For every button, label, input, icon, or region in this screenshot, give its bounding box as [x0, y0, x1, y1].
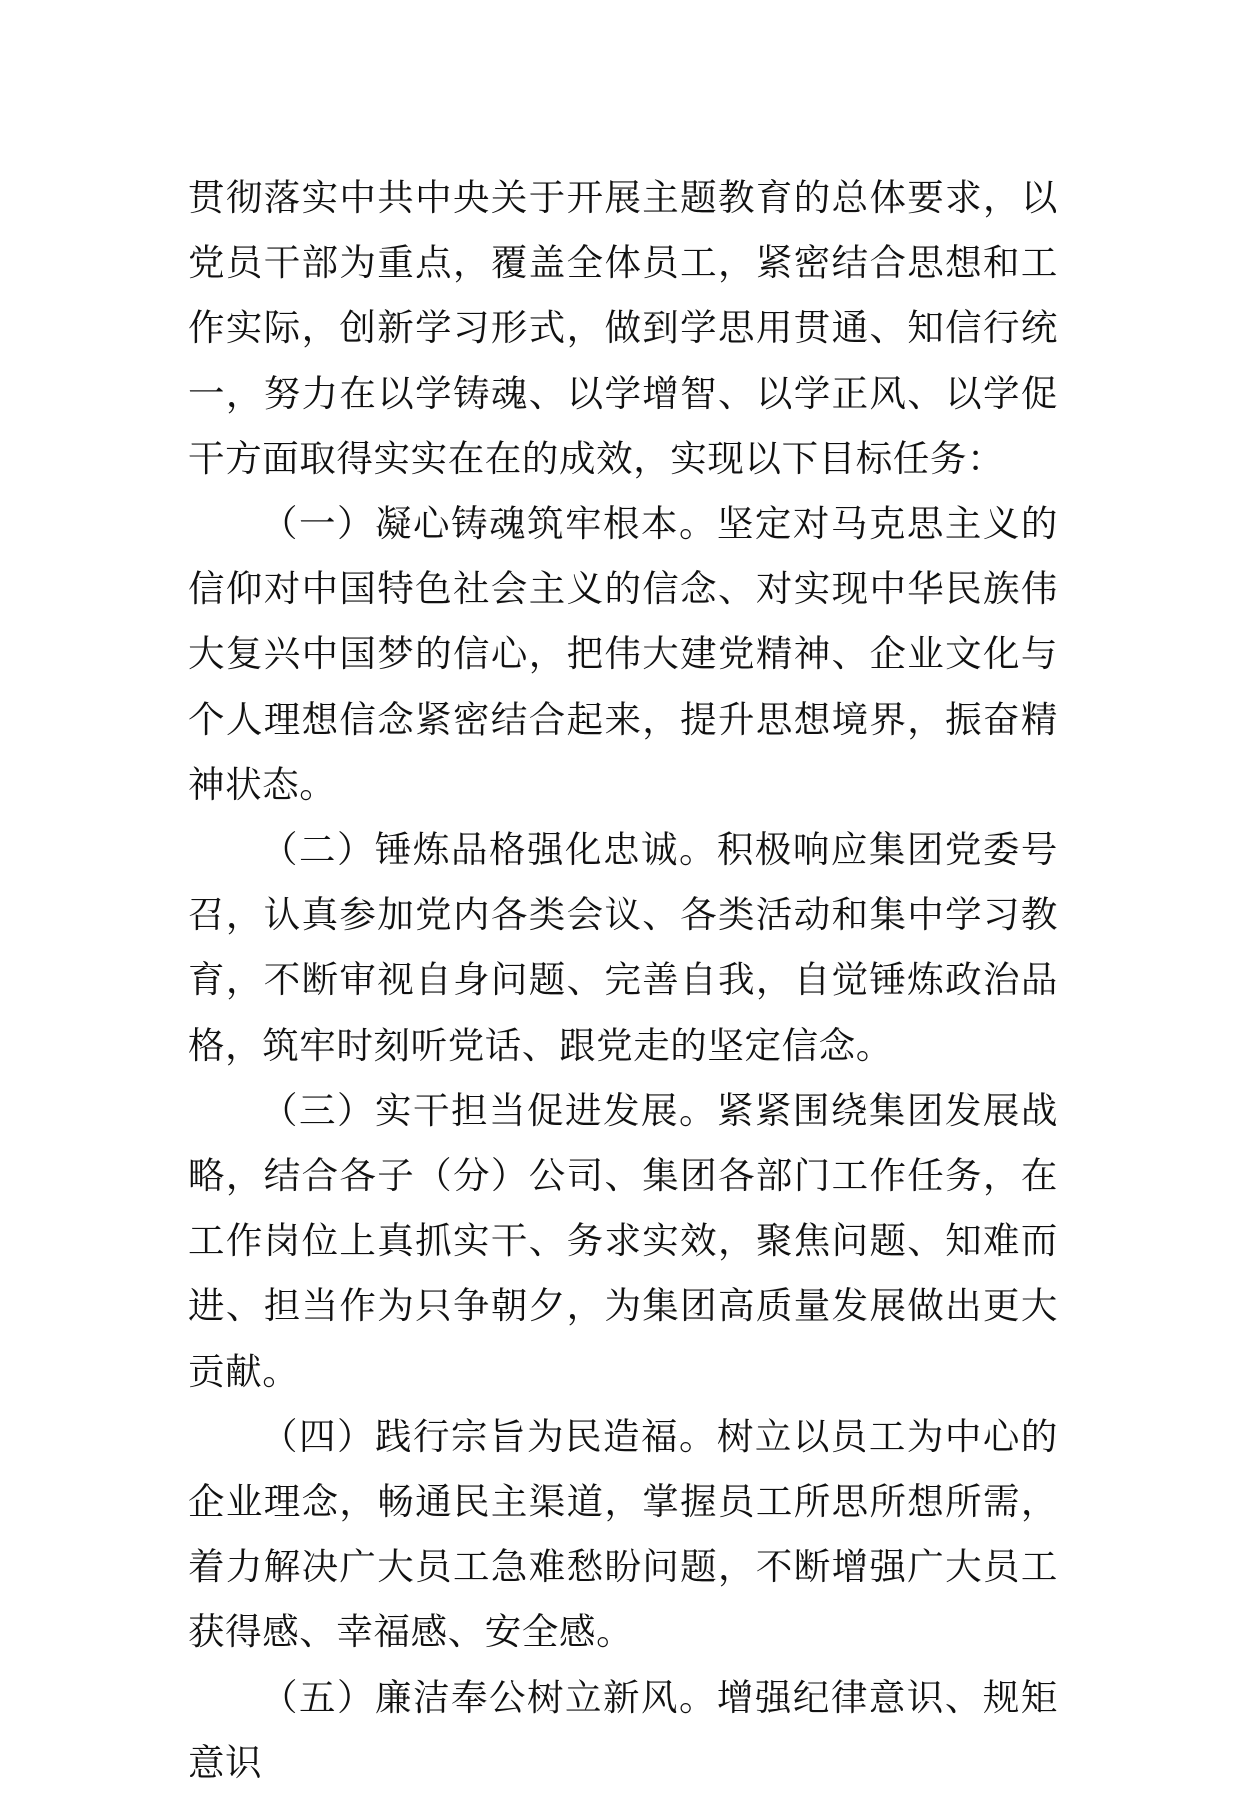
paragraph-item-2: （二）锤炼品格强化忠诚。积极响应集团党委号召，认真参加党内各类会议、各类活动和集中学习教育，不断审视自身问题、完善自我，自觉锤炼政治品格，筑牢时刻听党话、跟党走的坚定信念。: [188, 828, 1058, 1067]
paragraph-intro: 贯彻落实中共中央关于开展主题教育的总体要求，以党员干部为重点，覆盖全体员工，紧密结合思想和工作实际，创新学习形式，做到学思用贯通、知信行统一，努力在以学铸魂、以学增智、以学正风、以学促干方面取得实实在在的成效，实现以下目标任务：: [188, 176, 1058, 480]
document-body: [188, 165, 1058, 1795]
paragraph-item-3: （三）实干担当促进发展。紧紧围绕集团发展战略，结合各子（分）公司、集团各部门工作任务，在工作岗位上真抓实干、务求实效，聚焦问题、知难而进、担当作为只争朝夕，为集团高质量发展做出更大贡献。: [188, 1088, 1058, 1393]
paragraph-item-5: （五）廉洁奉公树立新风。增强纪律意识、规矩意识: [188, 1675, 1058, 1784]
paragraph-item-4: （四）践行宗旨为民造福。树立以员工为中心的企业理念，畅通民主渠道，掌握员工所思所想所需，着力解决广大员工急难愁盼问题，不断增强广大员工获得感、幸福感、安全感。: [188, 1414, 1058, 1654]
paragraph-item-1: （一）凝心铸魂筑牢根本。坚定对马克思主义的信仰对中国特色社会主义的信念、对实现中华民族伟大复兴中国梦的信心，把伟大建党精神、企业文化与个人理想信念紧密结合起来，提升思想境界，振奋精神状态。: [188, 502, 1058, 806]
